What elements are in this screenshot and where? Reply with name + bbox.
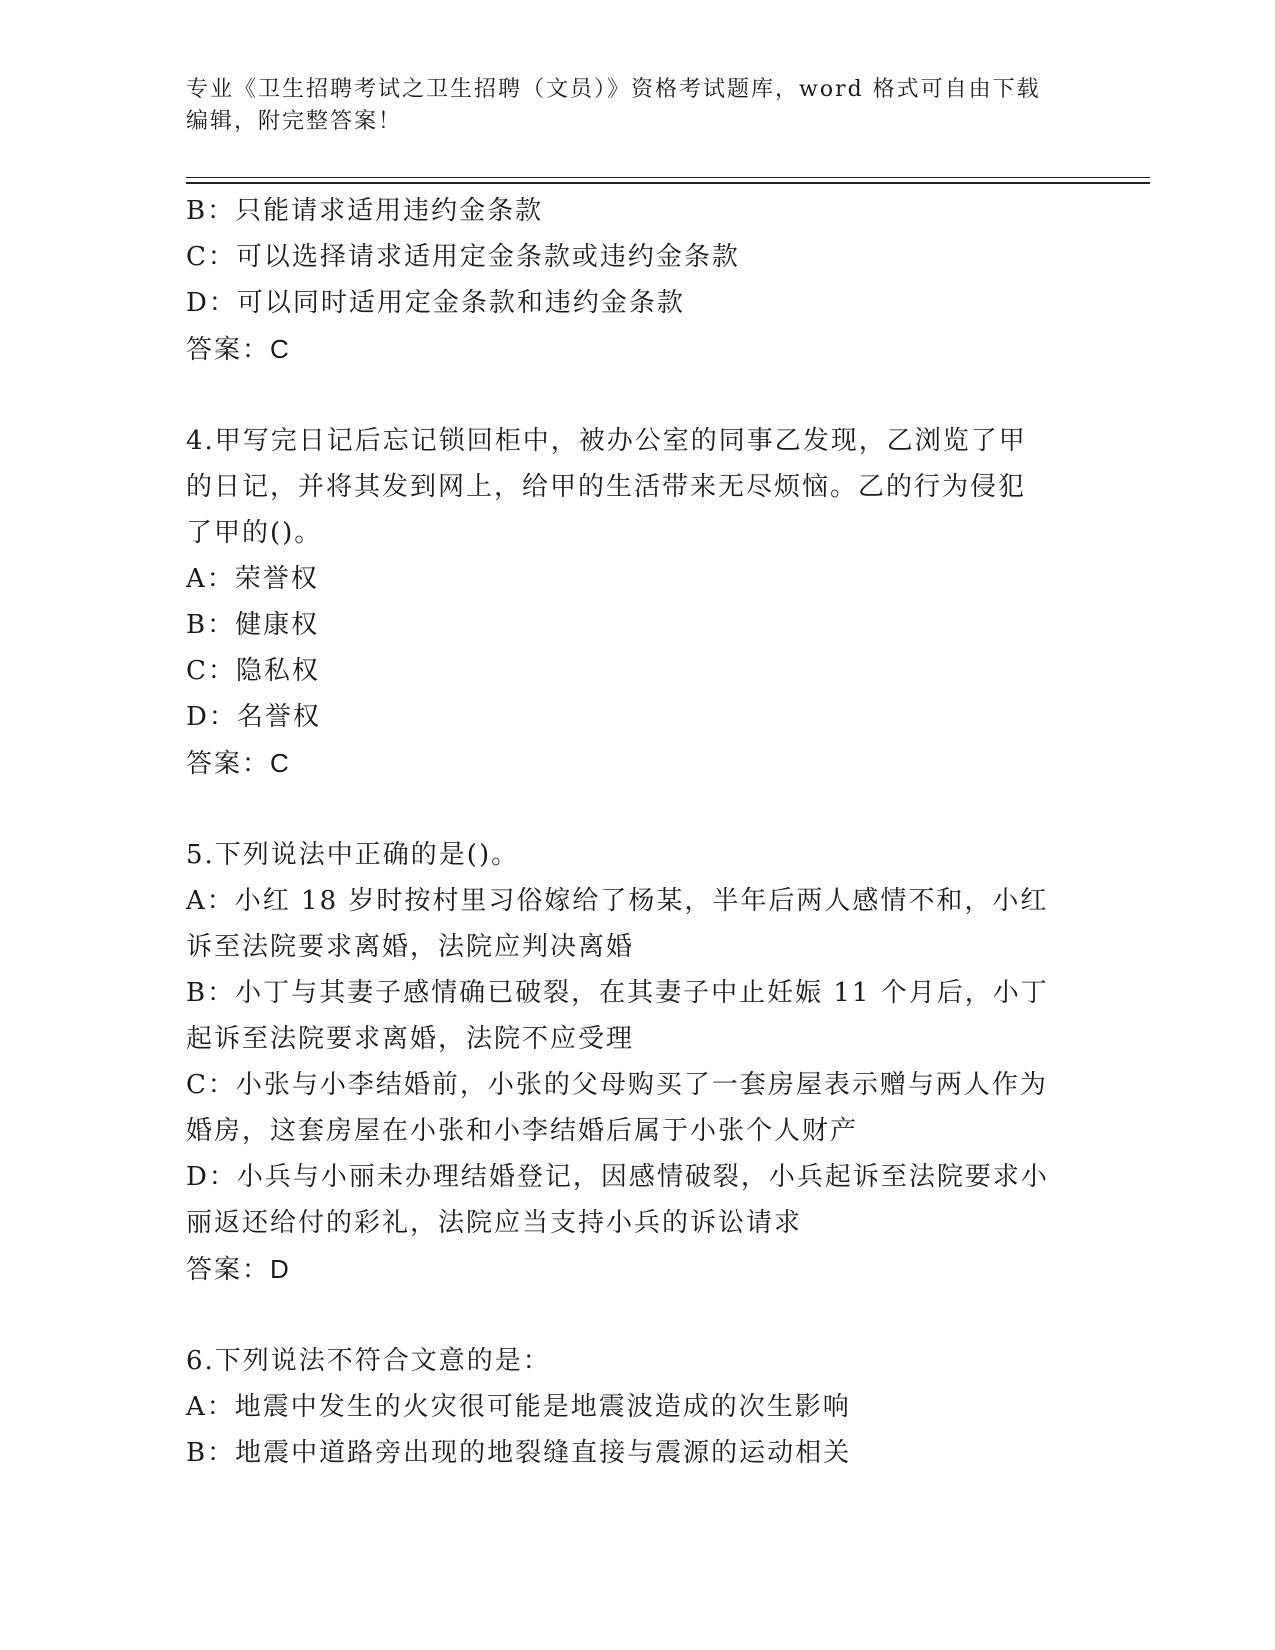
question-list xyxy=(186,188,1086,1476)
q3-answer: 答案：C xyxy=(186,334,291,364)
spacer xyxy=(186,1292,1086,1338)
q5-option-a-line-2: 诉至法院要求离婚，法院应判决离婚 xyxy=(186,932,635,962)
q4-stem-line-3: 了甲的()。 xyxy=(186,518,323,548)
q5-option-b-line-1: B：小丁与其妻子感情确已破裂，在其妻子中止妊娠 11 个月后，小丁 xyxy=(186,978,1049,1008)
q5-stem: 5.下列说法中正确的是()。 xyxy=(186,840,520,870)
question-6 xyxy=(186,1338,1086,1476)
q3-option-b: B：只能请求适用违约金条款 xyxy=(186,196,544,226)
question-5 xyxy=(186,832,1086,1292)
q3-option-c: C：可以选择请求适用定金条款或违约金条款 xyxy=(186,242,740,272)
q4-stem-line-1: 4.甲写完日记后忘记锁回柜中，被办公室的同事乙发现，乙浏览了甲 xyxy=(186,426,1027,456)
q5-option-b-line-2: 起诉至法院要求离婚，法院不应受理 xyxy=(186,1024,635,1054)
spacer xyxy=(186,372,1086,418)
q4-stem-line-2: 的日记，并将其发到网上，给甲的生活带来无尽烦恼。乙的行为侵犯 xyxy=(186,472,1027,502)
q5-option-d-line-1: D：小兵与小丽未办理结婚登记，因感情破裂，小兵起诉至法院要求小 xyxy=(186,1162,1049,1192)
header-line-2: 编辑，附完整答案！ xyxy=(186,109,403,134)
q5-answer: 答案：D xyxy=(186,1254,291,1284)
q6-option-a: A：地震中发生的火灾很可能是地震波造成的次生影响 xyxy=(186,1392,851,1422)
spacer xyxy=(186,786,1086,832)
header-line-1: 专业《卫生招聘考试之卫生招聘（文员）》资格考试题库，word 格式可自由下载 xyxy=(186,77,1041,102)
q4-option-b: B：健康权 xyxy=(186,610,320,640)
q4-option-d: D：名誉权 xyxy=(186,702,321,732)
q4-option-c: C：隐私权 xyxy=(186,656,320,686)
q6-stem: 6.下列说法不符合文意的是： xyxy=(186,1346,551,1376)
question-3 xyxy=(186,188,1086,372)
q5-option-a-line-1: A：小红 18 岁时按村里习俗嫁给了杨某，半年后两人感情不和，小红 xyxy=(186,886,1049,916)
question-4 xyxy=(186,418,1086,786)
header-divider-thick xyxy=(186,182,1150,184)
q5-option-c-line-1: C：小张与小李结婚前，小张的父母购买了一套房屋表示赠与两人作为 xyxy=(186,1070,1048,1100)
header-divider-thin xyxy=(186,177,1150,178)
document-header xyxy=(186,74,1066,138)
q4-option-a: A：荣誉权 xyxy=(186,564,319,594)
q4-answer: 答案：C xyxy=(186,748,291,778)
q3-option-d: D：可以同时适用定金条款和违约金条款 xyxy=(186,288,685,318)
q5-option-c-line-2: 婚房，这套房屋在小张和小李结婚后属于小张个人财产 xyxy=(186,1116,859,1146)
q6-option-b: B：地震中道路旁出现的地裂缝直接与震源的运动相关 xyxy=(186,1438,852,1468)
q5-option-d-line-2: 丽返还给付的彩礼，法院应当支持小兵的诉讼请求 xyxy=(186,1208,803,1238)
